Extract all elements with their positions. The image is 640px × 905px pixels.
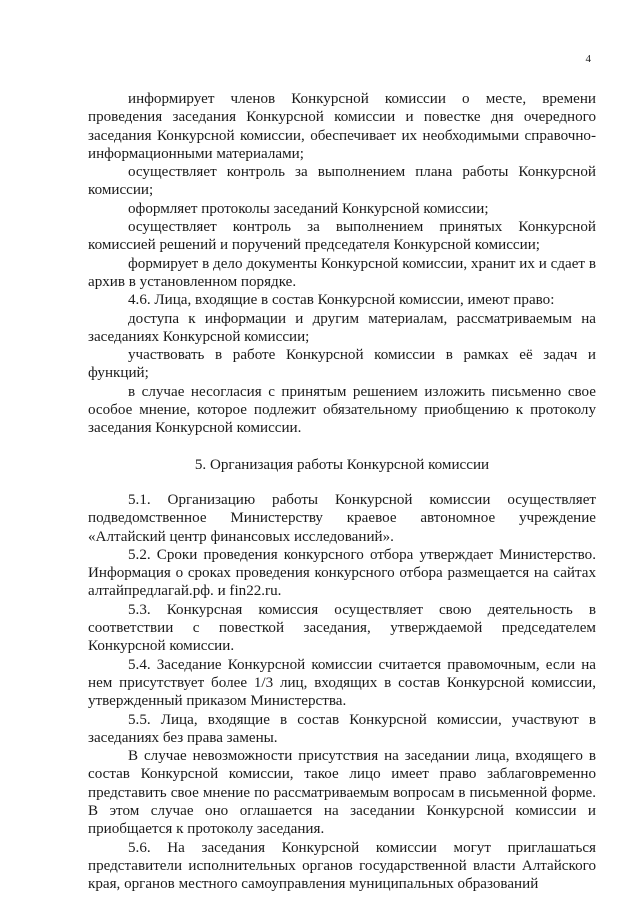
paragraph: 5.2. Сроки проведения конкурсного отбора утверждает Министерство. Информация о сроках проведения конкурсного отбора размещается на сайтах алтайпредлагай.рф. и fin22.ru. bbox=[88, 546, 596, 600]
paragraph: 5.6. На заседания Конкурсной комиссии могут приглашаться представители исполнительных органов государственной власти Алтайского края, органов местного самоуправления муниципальных образований bbox=[88, 839, 596, 893]
document-body bbox=[88, 90, 596, 893]
paragraph: доступа к информации и другим материалам, рассматриваемым на заседаниях Конкурсной комиссии; bbox=[88, 310, 596, 345]
paragraph: 5.4. Заседание Конкурсной комиссии считается правомочным, если на нем присутствует более 1/3 лиц, входящих в состав Конкурсной комиссии, утвержденный приказом Министерства. bbox=[88, 656, 596, 710]
paragraph: информирует членов Конкурсной комиссии о месте, времени проведения заседания Конкурсной комиссии и повестке дня очередного заседания Конкурсной комиссии, обеспечивает их необходимыми справочно-информационными материалами; bbox=[88, 91, 596, 162]
paragraph: в случае несогласия с принятым решением изложить письменно свое особое мнение, которое подлежит обязательному приобщению к протоколу заседания Конкурсной комиссии. bbox=[88, 383, 596, 437]
paragraph: В случае невозможности присутствия на заседании лица, входящего в состав Конкурсной комиссии, такое лицо имеет право заблаговременно представить свое мнение по рассматриваемым вопросам в письменной форме. В этом случае оно оглашается на заседании Конкурсной комиссии и приобщается к протоколу заседания. bbox=[88, 748, 596, 838]
section-heading: 5. Организация работы Конкурсной комиссии bbox=[194, 456, 490, 473]
paragraph: формирует в дело документы Конкурсной комиссии, хранит их и сдает в архив в установленном порядке. bbox=[88, 255, 596, 290]
paragraph: участвовать в работе Конкурсной комиссии в рамках её задач и функций; bbox=[88, 347, 596, 382]
page-number: 4 bbox=[585, 53, 591, 65]
paragraph: 5.3. Конкурсная комиссия осуществляет свою деятельность в соответствии с повесткой заседания, утверждаемой председателем Конкурсной комиссии. bbox=[88, 601, 596, 655]
paragraph: оформляет протоколы заседаний Конкурсной комиссии; bbox=[128, 200, 489, 217]
paragraph: осуществляет контроль за выполнением плана работы Конкурсной комиссии; bbox=[88, 164, 596, 199]
paragraph: осуществляет контроль за выполнением принятых Конкурсной комиссией решений и поручений председателя Конкурсной комиссии; bbox=[88, 219, 596, 254]
paragraph: 5.5. Лица, входящие в состав Конкурсной комиссии, участвуют в заседаниях без права замены. bbox=[88, 711, 596, 746]
paragraph: 4.6. Лица, входящие в состав Конкурсной комиссии, имеют право: bbox=[128, 292, 555, 309]
paragraph: 5.1. Организацию работы Конкурсной комиссии осуществляет подведомственное Министерству краевое автономное учреждение «Алтайский центр финансовых исследований». bbox=[88, 491, 596, 545]
